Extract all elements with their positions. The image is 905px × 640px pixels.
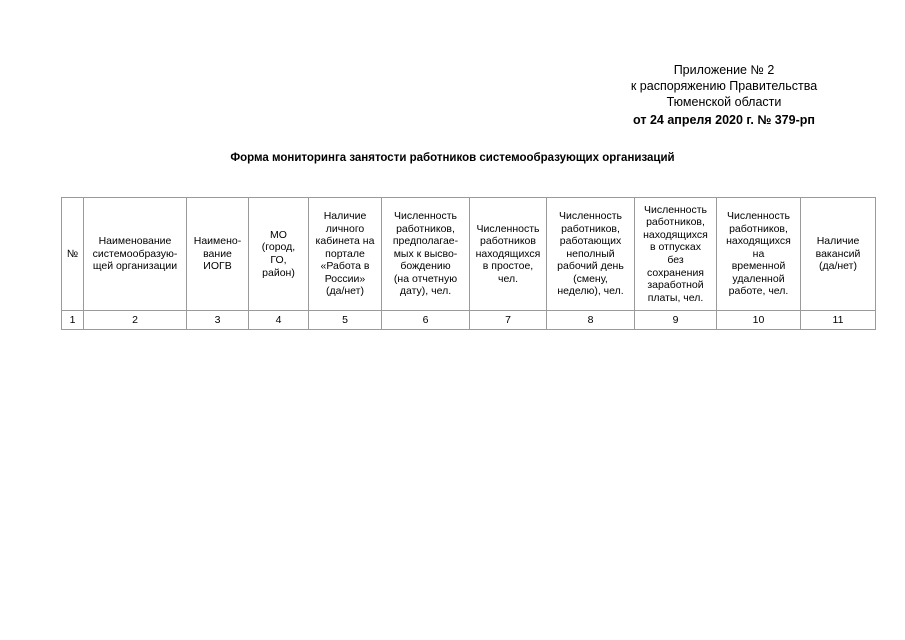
header-municipality: МО (город, ГО, район) (249, 198, 309, 311)
column-number-cell: 2 (84, 311, 187, 330)
column-number-cell: 10 (717, 311, 801, 330)
monitoring-table (61, 197, 876, 330)
column-number-cell: 11 (801, 311, 876, 330)
header-iogv-name: Наимено- вание ИОГВ (187, 198, 249, 311)
header-vacancies: Наличие вакансий (да/нет) (801, 198, 876, 311)
table-column-numbers-row (62, 311, 876, 330)
column-number-cell: 1 (62, 311, 84, 330)
header-downtime: Численность работников находящихся в простое, чел. (470, 198, 547, 311)
header-remote-work: Численность работников, находящихся на временной удаленной работе, чел. (717, 198, 801, 311)
header-planned-layoffs: Численность работников, предполагае- мых к высво- бождению (на отчетную дату), чел. (382, 198, 470, 311)
form-title: Форма мониторинга занятости работников системообразующих организаций (230, 152, 675, 164)
header-part-time: Численность работников, работающих неполный рабочий день (смену, неделю), чел. (547, 198, 635, 311)
appendix-block (604, 62, 844, 128)
column-number-cell: 5 (309, 311, 382, 330)
appendix-number: Приложение № 2 (673, 63, 775, 77)
column-number-cell: 9 (635, 311, 717, 330)
header-unpaid-leave: Численность работников, находящихся в отпусках без сохранения заработной платы, чел. (635, 198, 717, 311)
column-number-cell: 6 (382, 311, 470, 330)
header-organization-name: Наименование системообразую- щей организации (84, 198, 187, 311)
appendix-order-ref: к распоряжению Правительства (630, 79, 818, 93)
appendix-region: Тюменской области (666, 95, 782, 109)
appendix-date-number: от 24 апреля 2020 г. № 379-рп (633, 113, 815, 127)
column-number-cell: 7 (470, 311, 547, 330)
column-number-cell: 3 (187, 311, 249, 330)
column-number-cell: 4 (249, 311, 309, 330)
table-header-row (62, 198, 876, 311)
header-portal-account: Наличие личного кабинета на портале «Работа в России» (да/нет) (309, 198, 382, 311)
header-number: № (62, 198, 84, 311)
column-number-cell: 8 (547, 311, 635, 330)
